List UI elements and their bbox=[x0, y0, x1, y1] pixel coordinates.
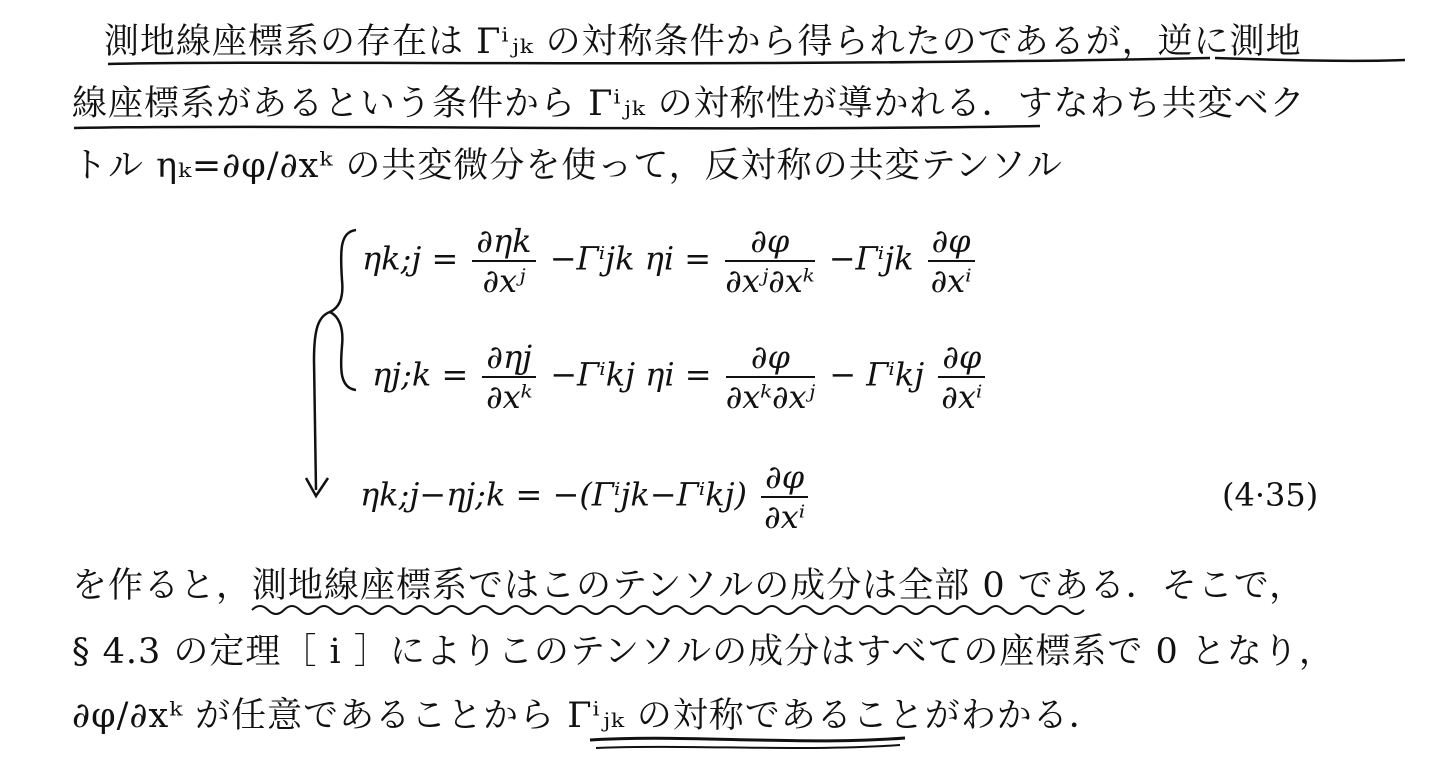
eq3-frac-numerator: ∂φ bbox=[761, 458, 808, 498]
eq2-frac2-denominator: ∂xᵏ∂xʲ bbox=[725, 378, 816, 416]
underline-1b bbox=[1215, 58, 1405, 61]
paragraph-line-3: トル ηₖ=∂φ/∂xᵏ の共変微分を使って，反対称の共変テンソル bbox=[72, 146, 1063, 186]
eq3-frac-denominator: ∂xⁱ bbox=[764, 498, 806, 536]
eq1-frac3-denominator: ∂xⁱ bbox=[930, 262, 972, 300]
double-underline bbox=[590, 738, 905, 741]
eq2-middle: −Γⁱkj ηi = bbox=[550, 355, 712, 394]
conclusion-line-2: § 4.3 の定理［ i ］によりこのテンソルの成分はすべての座標系で 0 となり， bbox=[72, 632, 1335, 672]
eq2-frac1-numerator: ∂ηj bbox=[482, 338, 536, 378]
eq3-lhs: ηk;j−ηj;k = −(Γⁱjk−Γⁱkj) bbox=[360, 475, 747, 514]
brace-top bbox=[330, 230, 356, 390]
eq1-frac1-numerator: ∂ηk bbox=[472, 222, 535, 262]
paragraph-line-1: 測地線座標系の存在は Γⁱⱼₖ の対称条件から得られたのであるが，逆に測地 bbox=[104, 22, 1302, 62]
eq1-frac2-denominator: ∂xʲ∂xᵏ bbox=[725, 262, 815, 300]
eq2-frac2-numerator: ∂φ bbox=[726, 338, 815, 378]
eq1-frac2-numerator: ∂φ bbox=[725, 222, 814, 262]
eq2-frac3-numerator: ∂φ bbox=[938, 338, 985, 378]
eq2-frac1-denominator: ∂xᵏ bbox=[486, 378, 533, 416]
equation-number: (4·35) bbox=[1222, 476, 1319, 514]
brace-arrow bbox=[314, 312, 330, 490]
wavy-underline bbox=[252, 606, 1084, 614]
eq1-frac3-numerator: ∂φ bbox=[928, 222, 975, 262]
underline-1a bbox=[108, 58, 1210, 64]
eq1-middle: −Γⁱjk ηi = bbox=[549, 239, 712, 278]
eq1-lhs: ηk;j = bbox=[362, 239, 459, 278]
double-underline-2 bbox=[596, 745, 900, 748]
underline-2 bbox=[74, 126, 1040, 128]
eq2-middle-2: − Γⁱkj bbox=[829, 355, 925, 394]
eq1-middle-2: −Γⁱjk bbox=[828, 239, 914, 278]
eq2-lhs: ηj;k = bbox=[372, 355, 469, 394]
conclusion-line-1: を作ると，測地線座標系ではこのテンソルの成分は全部 0 である．そこで， bbox=[72, 566, 1306, 606]
eq2-frac3-denominator: ∂xⁱ bbox=[941, 378, 983, 416]
paragraph-line-2: 線座標系があるという条件から Γⁱⱼₖ の対称性が導かれる．すなわち共変ベク bbox=[72, 84, 1306, 124]
conclusion-line-3: ∂φ/∂xᵏ が任意であることから Γⁱⱼₖ の対称であることがわかる． bbox=[72, 696, 1105, 736]
eq1-frac1-denominator: ∂xʲ bbox=[482, 262, 526, 300]
